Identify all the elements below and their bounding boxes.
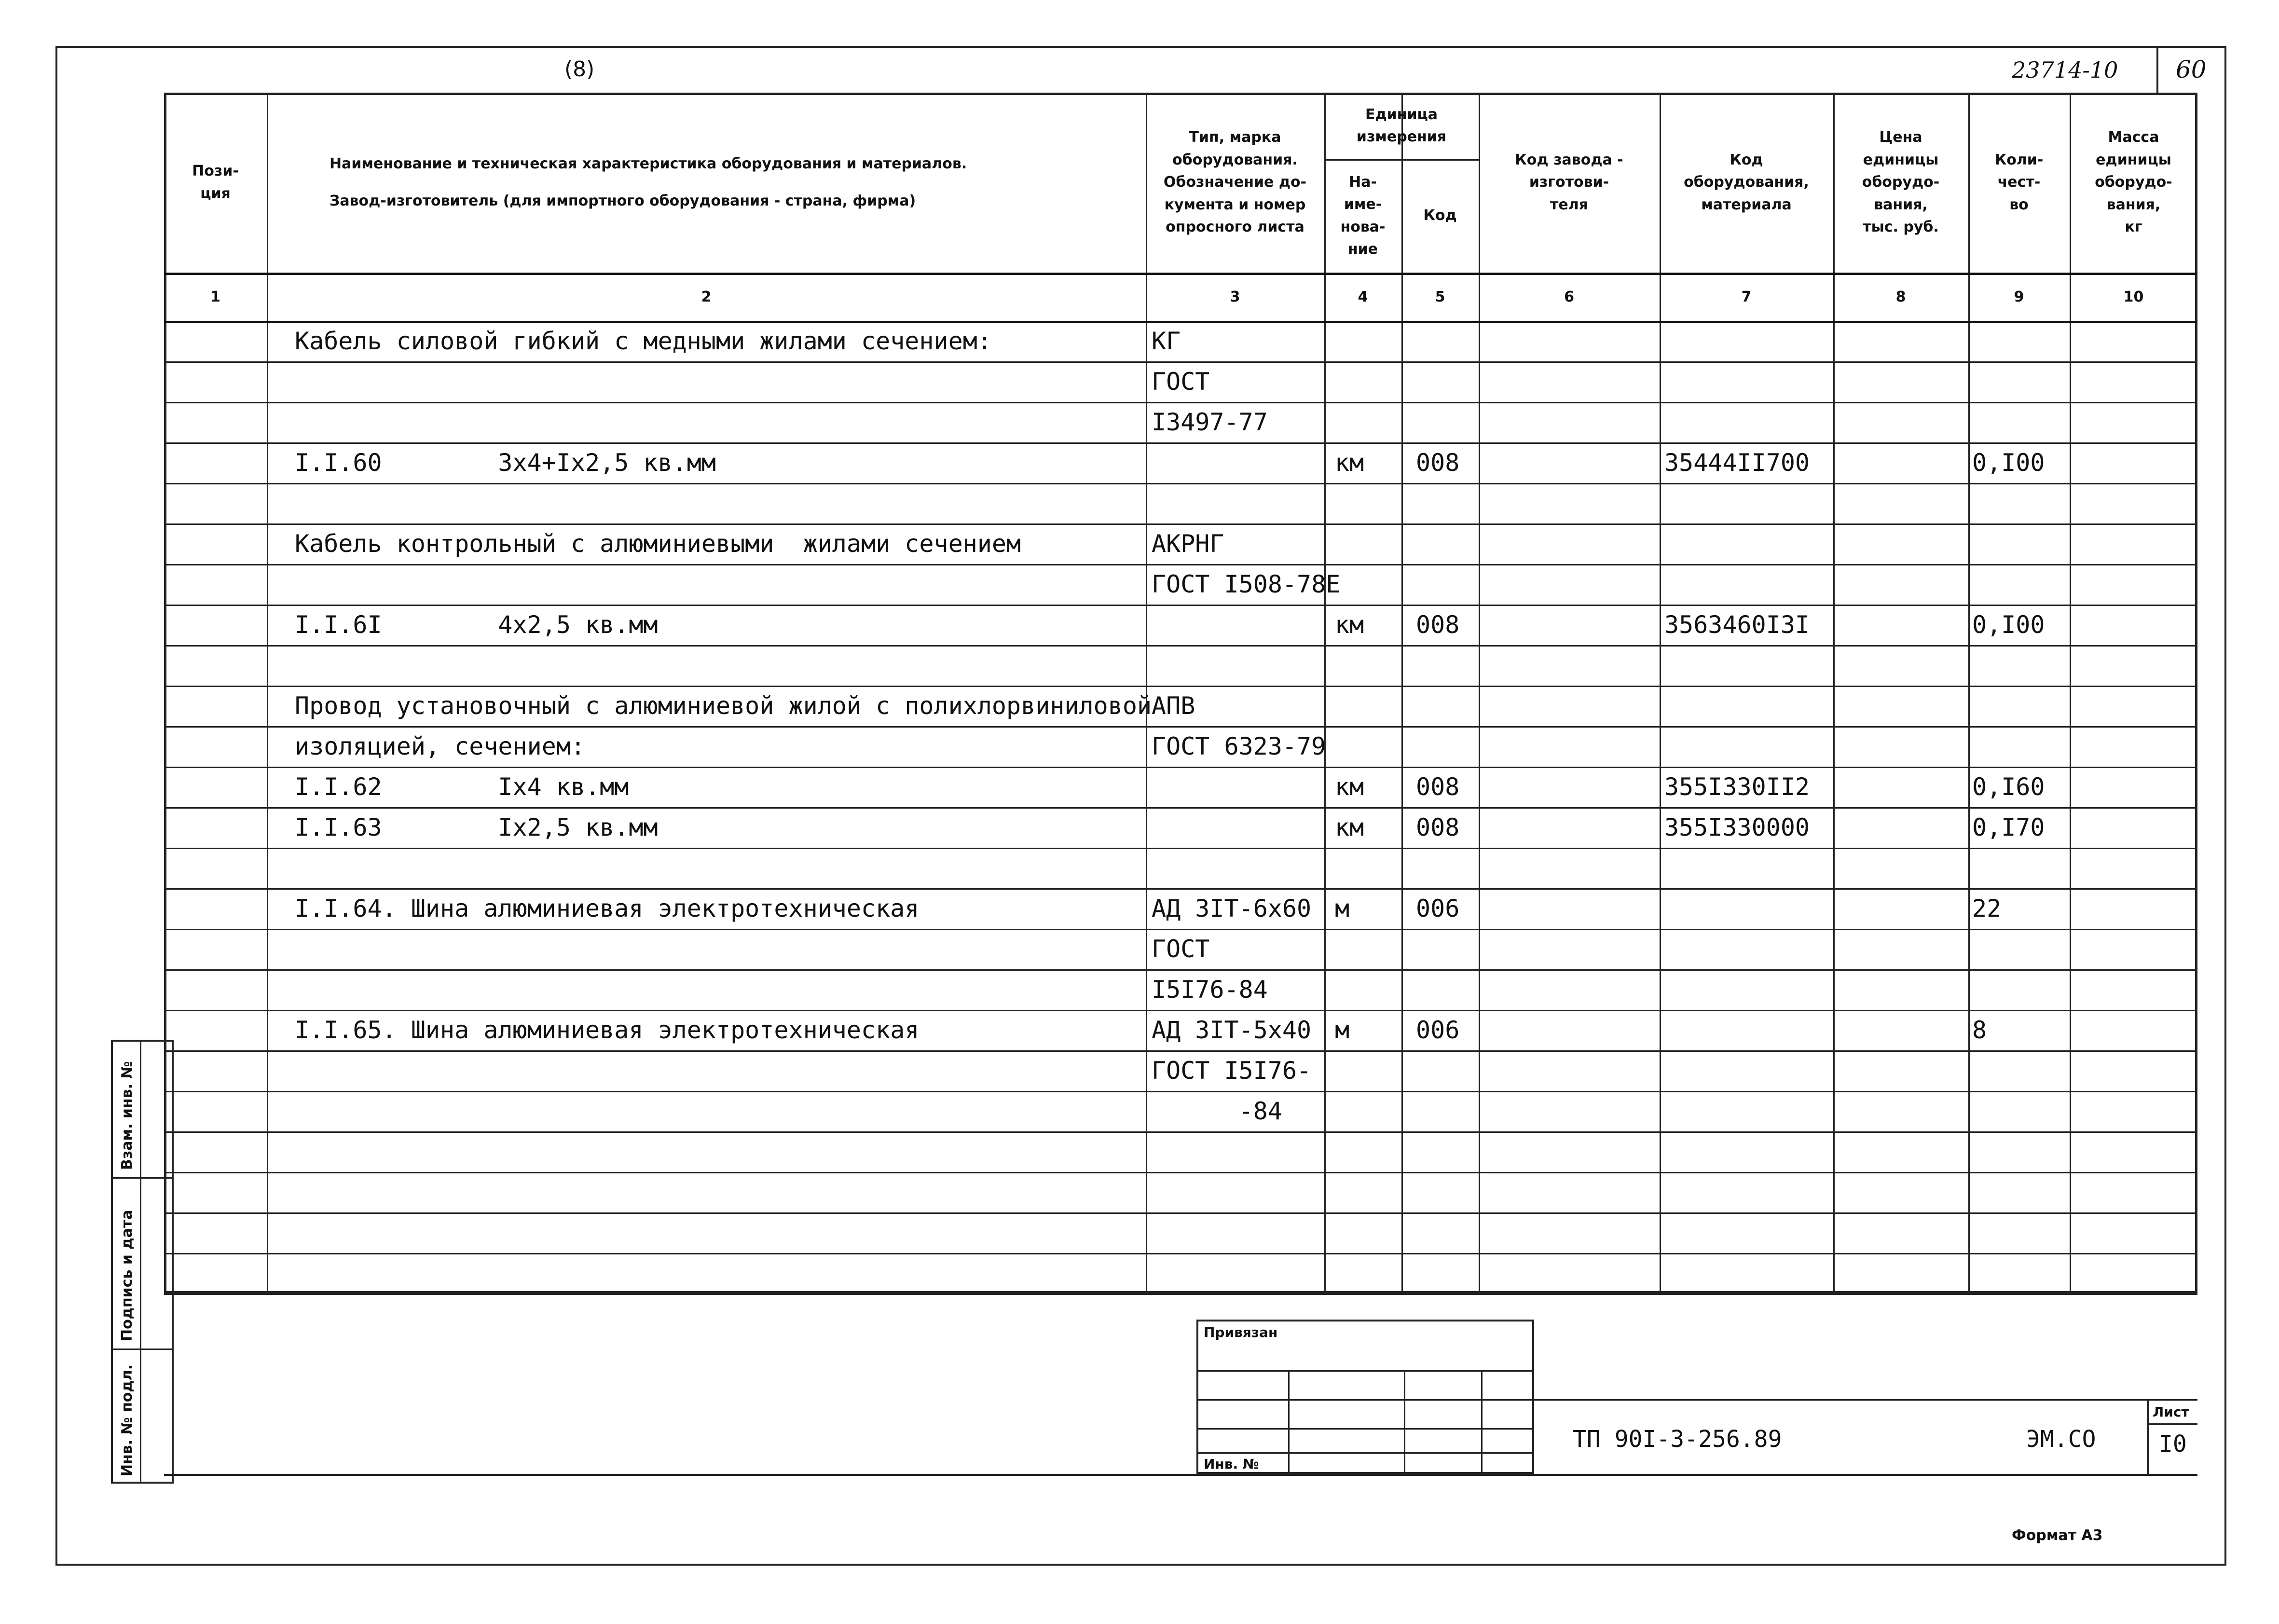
column-number: 6	[1564, 288, 1574, 305]
header-quantity: Коли- чест- во	[1994, 151, 2044, 213]
cell-type: ГОСТ	[1152, 935, 1210, 963]
cell-code: 008	[1416, 773, 1460, 801]
sheet-top-right-number: 60	[2176, 55, 2207, 83]
inv-no-label: Инв. №	[1204, 1456, 1259, 1472]
cell-type: АКРНГ	[1152, 530, 1224, 558]
cell-unit: км	[1335, 813, 1364, 841]
header-unit-group: Единица измерения	[1356, 106, 1447, 145]
column-number: 4	[1358, 288, 1368, 305]
privyazan-box	[1196, 1320, 1534, 1474]
column-number: 3	[1230, 288, 1240, 305]
row-divider	[164, 686, 2197, 687]
cell-code: 008	[1416, 611, 1460, 639]
cell-type: I5I76-84	[1152, 976, 1268, 1004]
number-row-divider	[164, 321, 2197, 323]
header-mass: Масса единицы оборудо- вания, кг	[2095, 129, 2172, 236]
cell-name: I.I.62 Iх4 кв.мм	[295, 773, 629, 801]
header-name-line1: Наименование и техническая характеристика оборудования и материалов.	[329, 155, 967, 172]
cell-type: ГОСТ I5I76-	[1152, 1057, 1312, 1085]
cell-name: I.I.6I 4х2,5 кв.мм	[295, 611, 658, 639]
cell-qty: 0,I60	[1972, 773, 2045, 801]
cell-type: КГ	[1152, 327, 1181, 355]
cell-type: АД 3IТ-5х40	[1152, 1016, 1312, 1044]
header-type: Тип, марка оборудования. Обозначение до- кумента и номер опросного листа	[1163, 129, 1307, 236]
title-block	[164, 1298, 2197, 1491]
side-label-vzam: Взам. инв. №	[119, 1061, 136, 1170]
column-number: 9	[2014, 288, 2024, 305]
list-label: Лист	[2153, 1404, 2189, 1420]
cell-name: Кабель контрольный с алюминиевыми жилами сечением	[295, 530, 1021, 558]
header-unit-name: На- име- нова- ние	[1340, 173, 1386, 258]
privyazan-label: Привязан	[1204, 1324, 1278, 1340]
cell-type: ГОСТ 6323-79	[1152, 732, 1326, 760]
cell-code: 008	[1416, 813, 1460, 841]
cell-code: 006	[1416, 895, 1460, 922]
row-divider	[164, 564, 2197, 565]
row-divider	[164, 605, 2197, 606]
row-divider	[164, 361, 2197, 363]
cell-type: ГОСТ I508-78Е	[1152, 570, 1341, 598]
header-price: Цена единицы оборудо- вания, тыс. руб.	[1862, 129, 1940, 236]
cell-eqcode: 355I330II2	[1664, 773, 1810, 801]
row-divider	[164, 523, 2197, 525]
cell-type: АД 3IТ-6х60	[1152, 895, 1312, 922]
row-divider	[164, 726, 2197, 728]
row-divider	[164, 1010, 2197, 1011]
cell-name: I.I.64. Шина алюминиевая электротехническая	[295, 895, 920, 922]
side-label-inv: Инв. № подл.	[119, 1364, 136, 1476]
cell-unit: км	[1335, 449, 1364, 477]
row-divider	[164, 807, 2197, 809]
row-divider	[164, 929, 2197, 930]
column-number: 2	[701, 288, 712, 305]
cell-code: 006	[1416, 1016, 1460, 1044]
cell-unit: м	[1335, 895, 1350, 922]
header-name-line2: Завод-изготовитель (для импортного оборудования - страна, фирма)	[329, 192, 916, 209]
column-number: 7	[1741, 288, 1752, 305]
cell-eqcode: 3563460I3I	[1664, 611, 1810, 639]
cell-qty: 0,I00	[1972, 449, 2045, 477]
row-divider	[164, 848, 2197, 849]
cell-qty: 0,I70	[1972, 813, 2045, 841]
cell-type: I3497-77	[1152, 408, 1268, 436]
header-plant-code: Код завода - изготови- теля	[1515, 151, 1623, 213]
sheet-top-right-code: 23714-10	[2012, 57, 2118, 83]
cell-eqcode: 355I330000	[1664, 813, 1810, 841]
cell-type: -84	[1152, 1097, 1282, 1125]
cell-type: АПВ	[1152, 692, 1195, 720]
row-divider	[164, 402, 2197, 403]
row-divider	[164, 442, 2197, 444]
row-divider	[164, 1253, 2197, 1254]
row-divider	[164, 1294, 2197, 1295]
row-divider	[164, 1172, 2197, 1173]
cell-unit: км	[1335, 611, 1364, 639]
column-number: 8	[1895, 288, 1906, 305]
side-label-podpis: Подпись и дата	[119, 1210, 136, 1341]
cell-name: изоляцией, сечением:	[295, 732, 586, 760]
doc-code: ТП 90I-3-256.89	[1573, 1426, 1782, 1453]
cell-name: I.I.65. Шина алюминиевая электротехническая	[295, 1016, 920, 1044]
cell-name: I.I.63 Iх2,5 кв.мм	[295, 813, 658, 841]
cell-name: Кабель силовой гибкий с медными жилами сечением:	[295, 327, 992, 355]
sheet-top-label: (8)	[564, 57, 595, 82]
list-number: I0	[2159, 1431, 2187, 1458]
column-number: 10	[2123, 288, 2144, 305]
row-divider	[164, 767, 2197, 768]
row-divider	[164, 1212, 2197, 1214]
row-divider	[164, 1050, 2197, 1052]
row-divider	[164, 888, 2197, 890]
cell-name: I.I.60 3х4+Iх2,5 кв.мм	[295, 449, 716, 477]
cell-unit: км	[1335, 773, 1364, 801]
row-divider	[164, 1091, 2197, 1092]
column-number: 1	[210, 288, 220, 305]
row-divider	[164, 483, 2197, 484]
cell-qty: 8	[1972, 1016, 1987, 1044]
row-divider	[164, 645, 2197, 647]
cell-qty: 0,I00	[1972, 611, 2045, 639]
cell-name: Провод установочный с алюминиевой жилой с полихлорвиниловой	[295, 692, 1152, 720]
header-position: Пози- ция	[192, 163, 239, 202]
section-code: ЭМ.СО	[2026, 1426, 2096, 1453]
format-label: Формат А3	[2012, 1527, 2103, 1544]
cell-qty: 22	[1972, 895, 2002, 922]
cell-type: ГОСТ	[1152, 368, 1210, 396]
cell-code: 008	[1416, 449, 1460, 477]
cell-unit: м	[1335, 1016, 1350, 1044]
row-divider	[164, 1131, 2197, 1133]
header-unit-code: Код	[1423, 207, 1457, 224]
row-divider	[164, 969, 2197, 971]
cell-eqcode: 35444II700	[1664, 449, 1810, 477]
header-equipment-code: Код оборудования, материала	[1684, 151, 1809, 213]
header-name	[267, 93, 1146, 273]
column-number: 5	[1435, 288, 1445, 305]
